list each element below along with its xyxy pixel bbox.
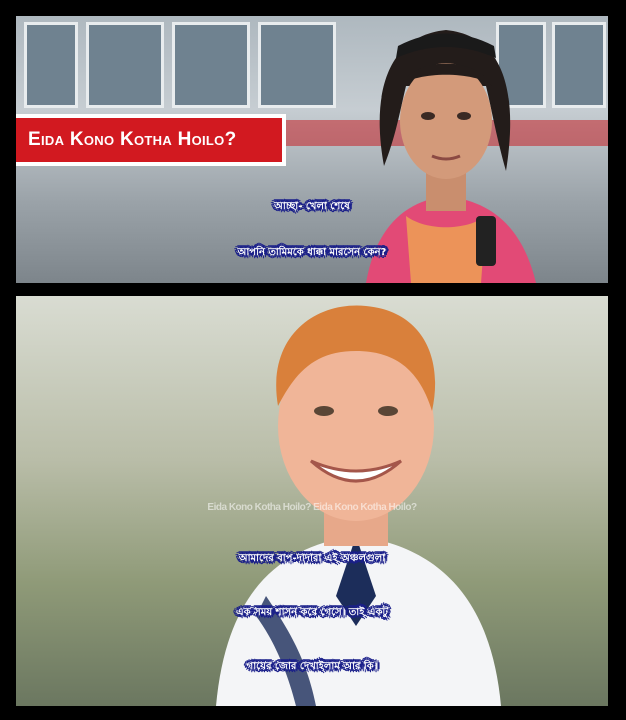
top-meme-panel bbox=[16, 16, 608, 283]
bottom-meme-panel bbox=[16, 296, 608, 706]
bottom-caption-line-3: গায়ের জোর দেখাইলাম আর কি। bbox=[246, 661, 378, 672]
window bbox=[552, 22, 606, 108]
top-caption-line-2: আপনি তামিমকে ধাক্কা মারসেন কেন? bbox=[237, 247, 387, 258]
brand-badge: Eida Kono Kotha Hoilo? bbox=[16, 114, 286, 166]
bottom-caption-line-2: এক সময় শাসন করে গেসে। তাই একটু bbox=[236, 607, 388, 618]
top-caption-line-1: আচ্ছা- খেলা শেষে bbox=[274, 201, 350, 212]
window bbox=[86, 22, 164, 108]
watermark-text: Eida Kono Kotha Hoilo? Eida Kono Kotha Hoilo? bbox=[207, 502, 417, 513]
bottom-caption-line-1: আমাদের বাপ-দাদারা এই অঞ্চলগুলা bbox=[238, 553, 386, 564]
window bbox=[24, 22, 78, 108]
window bbox=[258, 22, 336, 108]
window bbox=[172, 22, 250, 108]
